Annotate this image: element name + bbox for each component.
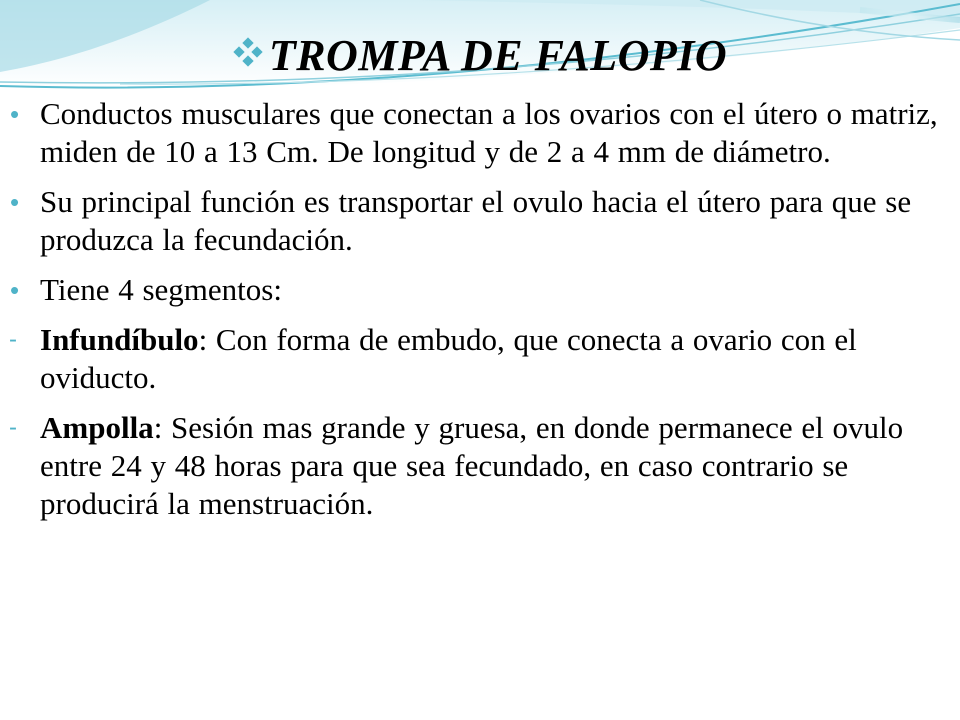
- slide-title: TROMPA DE FALOPIO: [268, 31, 728, 80]
- segment-term: Infundíbulo: [40, 322, 199, 357]
- diamond-bullet-icon: [233, 37, 263, 67]
- dash-marker: -: [9, 326, 17, 353]
- segment-text: : Sesión mas grande y gruesa, en donde permanece el ovulo entre 24 y 48 horas para que sea fecundado, en caso contrario se producirá la menstruación.: [40, 410, 904, 521]
- bullet-marker: •: [10, 187, 20, 217]
- bullet-text: Conductos musculares que conectan a los ovarios con el útero o matriz, miden de 10 a 13 Cm. De longitud y de 2 a 4 mm de diámetro.: [40, 96, 938, 169]
- title-row: [0, 30, 960, 90]
- dash-marker: -: [9, 414, 17, 441]
- segment-item: [0, 409, 960, 523]
- bullet-marker: •: [10, 275, 20, 305]
- segment-text: : Con forma de embudo, que conecta a ovario con el oviducto.: [40, 322, 857, 395]
- bullet-item: [0, 95, 960, 171]
- bullet-item: [0, 271, 960, 309]
- segment-item: [0, 321, 960, 397]
- bullet-text: Tiene 4 segmentos:: [40, 272, 282, 307]
- slide-body: [0, 95, 960, 535]
- title-wrap: [233, 30, 727, 81]
- bullet-marker: •: [10, 99, 20, 129]
- segment-term: Ampolla: [40, 410, 154, 445]
- bullet-text: Su principal función es transportar el ovulo hacia el útero para que se produzca la fecundación.: [40, 184, 912, 257]
- bullet-item: [0, 183, 960, 259]
